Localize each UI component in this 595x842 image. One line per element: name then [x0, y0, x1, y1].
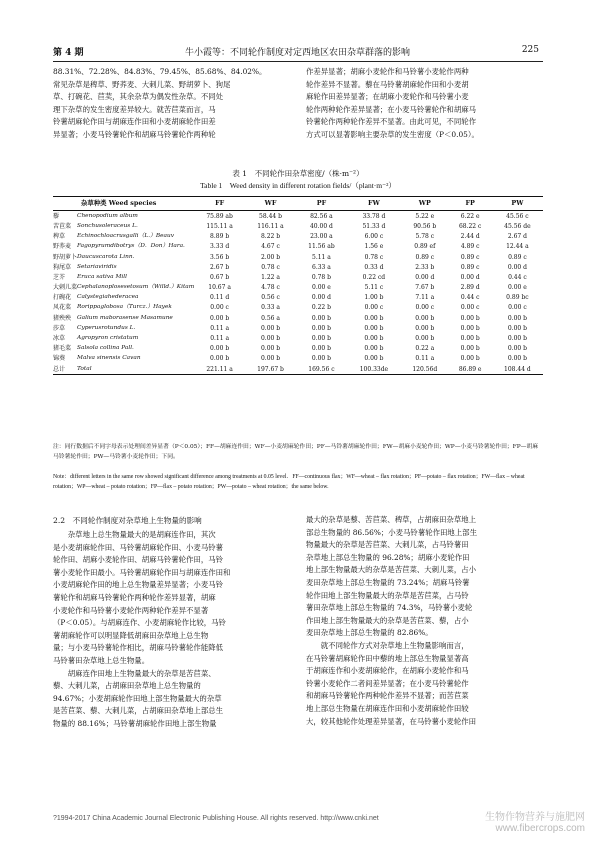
weed-cn-name: 风花菜 [53, 304, 72, 312]
body-text-line: 麦田杂草地上部总生物量的 82.86%。 [306, 628, 433, 638]
body-text-line: 作田地上部生物量最大的杂草是苦苣菜、藜，占小 [306, 615, 469, 625]
density-cell: 10.67 a [208, 284, 231, 292]
density-cell: 0.11 a [415, 355, 435, 363]
density-cell: 45.56 c [506, 212, 529, 220]
body-text-line: 轮作两种轮作差异显著；在小麦马铃薯轮作和胡麻马 [306, 104, 476, 114]
density-cell: 0.00 c [460, 304, 480, 312]
top-left-column [53, 66, 297, 142]
density-cell: 0.00 b [415, 335, 435, 343]
density-cell: 5.11 a [312, 253, 331, 261]
table-row [53, 242, 543, 252]
weed-latin-name [77, 364, 194, 375]
density-cell: 2.67 b [210, 263, 230, 271]
body-text-line: 轮作差异不显著。藜在马铃薯胡麻轮作田和小麦胡 [306, 79, 469, 89]
density-cell: 2.00 b [260, 253, 281, 261]
density-cell: 86.89 e [449, 364, 492, 375]
density-cell: 1.00 b [364, 294, 384, 302]
body-text-line: 量；与小麦马铃薯轮作相比，胡麻马铃薯轮作能降低 [53, 643, 223, 653]
density-cell: 0.00 b [460, 324, 480, 332]
latin-authority: （Willd.）Kitam [148, 284, 195, 291]
latin-binomial: Cephalanoplosesetosum [77, 284, 149, 291]
weed-cn-name: 大刺儿菜 [53, 284, 78, 292]
density-cell: 0.00 b [260, 355, 281, 363]
column-header: PF [296, 197, 347, 211]
weed-cn-name: 野荞麦 [53, 243, 72, 251]
body-text-line: （P＜0.05）。与胡麻连作、小麦胡麻轮作比较，马铃 [53, 618, 226, 628]
latin-authority: （Turcz.）Hayek [123, 304, 172, 311]
density-cell: 0.89 ef [414, 243, 436, 251]
table-caption-cn: 表 1 不同轮作田杂草密度/（株·m⁻²） [232, 169, 364, 178]
density-cell: 0.00 b [364, 335, 384, 343]
density-cell: 0.00 b [210, 345, 230, 353]
density-cell: 169.56 c [296, 364, 347, 375]
body-text-line: 和胡麻马铃薯轮作两种轮作差异不显著；而苦苣菜 [306, 691, 469, 701]
density-cell: 82.56 a [310, 212, 333, 220]
density-cell: 0.22 a [415, 345, 435, 353]
density-cell: 58.44 b [259, 212, 282, 220]
density-cell: 5.11 c [364, 284, 384, 292]
table-note-en: Note：different letters in the same row showed significant difference among treatments at 0.05 level．FF—continuous flax；WF—wheat – flax rotation；PF—potato – flax rotation；FW—flax – wheat rotation；WP—wheat – potato rotation；FP—flax – potato rotation；PW—potato – wheat rotation；the same below. [53, 474, 525, 490]
density-cell: 0.67 b [210, 273, 230, 281]
density-cell: 2.44 d [460, 233, 480, 241]
watermark-line2: www.fibercrops.com [495, 823, 585, 834]
top-right-column [306, 66, 543, 142]
weed-cn-name: 锦葵 [53, 355, 66, 363]
table-note-cn: 注：同行数据后不同字母表示处理间差异显著（P＜0.05）；FF—胡麻连作田；WF—小麦胡麻轮作田；PF—马铃薯胡麻轮作田；FW—胡麻小麦轮作田；WP—小麦马铃薯轮作田；FP—胡麻马铃薯轮作田；PW—马铃薯小麦轮作田；下同。 [53, 444, 538, 460]
body-text-line: 就不同轮作方式对杂草地上生物量影响而言， [306, 640, 469, 650]
density-cell: 68.22 c [458, 222, 482, 230]
table-row [53, 323, 543, 333]
weed-cn-name: 苦苣菜 [53, 222, 72, 230]
table-row [53, 334, 543, 344]
column-header: PW [492, 197, 543, 211]
table-row [53, 364, 543, 375]
table-row [53, 262, 543, 272]
table-row [53, 354, 543, 364]
table-row [53, 273, 543, 283]
density-cell: 0.33 a [261, 304, 280, 312]
weed-latin-name [77, 293, 194, 303]
density-cell: 40.00 d [309, 222, 333, 230]
body-text-line: 地上部生物量最大的杂草是苦苣菜、大刺儿菜，占小 [306, 565, 476, 575]
density-cell: 3.56 b [210, 253, 230, 261]
density-cell: 45.56 de [504, 222, 531, 230]
density-cell: 0.00 d [507, 263, 527, 271]
weed-cn-name: 藜 [53, 212, 60, 220]
weed-latin-name [77, 222, 194, 232]
density-cell: 12.44 a [506, 243, 529, 251]
density-cell: 0.78 c [364, 253, 384, 261]
weed-cn-name: 猪毛菜 [53, 345, 72, 353]
body-text-line: 草、打碗花、苣荬，其余杂草为偶发性杂草。不同处 [53, 92, 223, 102]
body-text-line: 小麦轮作和马铃薯小麦轮作两种轮作差异不显著 [53, 605, 209, 615]
body-text-line: 杂草地上总生物量最大的是胡麻连作田，其次 [53, 530, 216, 539]
density-cell: 6.33 a [312, 263, 331, 271]
table-row [53, 293, 543, 303]
density-cell: 0.00 b [260, 324, 281, 332]
body-text-line: 麦田杂草地上部总生物量的 73.24%；胡麻马铃薯 [306, 577, 470, 587]
density-cell: 3.33 d [210, 243, 230, 251]
weed-latin-name [77, 334, 194, 344]
body-text-line: 大，较其他轮作处理差异显著，在马铃薯小麦轮作田 [306, 716, 476, 726]
table-row [53, 211, 543, 222]
density-cell: 0.00 b [460, 355, 480, 363]
weed-cn-name: 稗草 [53, 233, 66, 241]
density-cell: 120.56d [401, 364, 448, 375]
density-cell: 0.00 c [364, 304, 384, 312]
weed-cn-name: 猪殃殃 [53, 314, 72, 322]
body-text-line: 铃薯轮作两种轮作差异不显著。由此可见，不同轮作 [306, 117, 476, 127]
density-cell: 0.00 b [507, 314, 527, 322]
density-cell: 0.44 c [508, 273, 527, 281]
latin-binomial: Total [77, 365, 92, 372]
density-cell: 0.00 d [460, 273, 480, 281]
density-cell: 0.00 e [507, 284, 527, 292]
density-cell: 1.22 a [261, 273, 280, 281]
density-cell: 0.00 b [415, 324, 435, 332]
density-cell: 7.67 b [415, 284, 435, 292]
body-text-line: 是小麦胡麻轮作田、马铃薯胡麻轮作田、小麦马铃薯 [53, 542, 223, 552]
weed-cn-name: 芝芥 [53, 273, 66, 281]
weed-cn-name: 总计 [53, 364, 77, 375]
density-cell: 0.00 b [260, 345, 281, 353]
body-text-line: 理下杂草的发生密度差异较大。就苦苣菜而言，马 [53, 104, 216, 114]
density-cell: 115.11 a [206, 222, 233, 230]
column-header: FP [449, 197, 492, 211]
density-cell: 0.00 b [460, 314, 480, 322]
table-row [53, 303, 543, 313]
weed-cn-name: 打碗花 [53, 294, 72, 302]
latin-binomial: Setariaviridis [77, 263, 117, 270]
body-text-line: 地上部总生物量在胡麻连作田和小麦胡麻轮作田较 [306, 703, 469, 713]
density-cell: 197.67 b [245, 364, 296, 375]
body-text-line: 是苦苣菜、藜、大刺儿菜，占胡麻田杂草地上部总生 [53, 706, 223, 716]
density-cell: 0.33 d [364, 263, 384, 271]
density-cell: 221.11 a [194, 364, 245, 375]
weed-cn-name: 野胡萝卜 [53, 253, 78, 261]
body-text-line: 于胡麻连作和小麦胡麻轮作，在胡麻小麦轮作和马 [306, 666, 469, 676]
density-cell: 0.00 b [311, 324, 331, 332]
weed-cn-name: 莎草 [53, 324, 66, 332]
density-cell: 0.78 b [311, 273, 331, 281]
density-cell: 0.00 b [311, 355, 331, 363]
body-text-line: 杂草地上部总生物量的 96.28%；胡麻小麦轮作田 [306, 552, 470, 562]
body-text-line: 94.67%；小麦胡麻轮作田地上部生物量最大的杂草 [53, 693, 222, 703]
density-cell: 4.89 c [460, 243, 480, 251]
bottom-left-column [53, 529, 297, 731]
density-cell: 7.11 a [415, 294, 435, 302]
weed-latin-name [77, 344, 194, 354]
body-text-line: 铃薯小麦轮作二者间差异显著；在小麦马铃薯轮作 [306, 678, 469, 688]
density-cell: 0.89 bc [506, 294, 529, 302]
table-row [53, 283, 543, 293]
density-cell: 23.00 a [310, 233, 333, 241]
weed-latin-name [77, 323, 194, 333]
density-cell: 8.89 b [210, 233, 230, 241]
body-text-line: 藜、大刺儿菜，占胡麻田杂草地上总生物量的 [53, 681, 201, 691]
density-cell: 0.00 b [460, 345, 480, 353]
weed-latin-name [77, 211, 194, 222]
table-header-row [53, 197, 543, 211]
density-cell: 0.89 c [415, 253, 435, 261]
density-cell: 75.89 ab [206, 212, 233, 220]
body-text-line: 异显著；小麦马铃薯轮作和胡麻马铃薯轮作两种轮 [53, 129, 216, 139]
body-text-line: 物量的 88.16%；马铃薯胡麻轮作田地上部生物量 [53, 718, 217, 728]
density-cell: 0.00 b [311, 335, 331, 343]
density-cell: 0.89 c [508, 253, 527, 261]
latin-binomial: Agropyron cristatum [77, 335, 139, 342]
density-cell: 0.00 b [210, 314, 230, 322]
density-cell: 0.22 cd [362, 273, 386, 281]
weed-latin-name [77, 273, 194, 283]
latin-authority: （L.）Beauv [138, 233, 174, 240]
body-text-line: 马铃薯田杂草地上总生物量。 [53, 655, 150, 665]
weed-species-header: 杂草种类 Weed species [53, 197, 194, 211]
column-header: WP [401, 197, 448, 211]
section-heading: 2.2 不同轮作制度对杂草地上生物量的影响 [53, 516, 202, 525]
body-text-line: 物量最大的杂草是苦苣菜、大刺儿菜，占马铃薯田 [306, 540, 469, 550]
column-header: FW [347, 197, 401, 211]
density-cell: 2.67 d [507, 233, 527, 241]
body-text-line: 薯胡麻轮作可以明显降低胡麻田杂草地上总生物 [53, 630, 209, 640]
density-cell: 4.67 c [261, 243, 280, 251]
weed-latin-name [77, 354, 194, 364]
density-cell: 33.78 d [362, 212, 386, 220]
body-text-line: 胡麻连作田地上生物量最大的杂草是苦苣菜、 [53, 668, 216, 678]
weed-latin-name [77, 303, 194, 313]
density-cell: 0.56 c [261, 294, 280, 302]
latin-binomial: Chenopodium album [77, 212, 138, 219]
table-row [53, 344, 543, 354]
column-header: FF [194, 197, 245, 211]
density-cell: 0.44 c [460, 294, 480, 302]
density-cell: 0.22 b [311, 304, 331, 312]
latin-binomial: Cyperusrotundus L. [77, 324, 136, 331]
density-cell: 0.00 b [507, 345, 527, 353]
density-cell: 0.89 c [460, 263, 480, 271]
density-cell: 2.33 b [415, 263, 435, 271]
density-cell: 0.00 b [311, 345, 331, 353]
watermark-line1: 生物作物营养与施肥网 [485, 812, 585, 823]
weed-latin-name [77, 252, 194, 262]
latin-binomial: Rorippaglobosa [77, 304, 124, 311]
table-row [53, 313, 543, 323]
weed-cn-name: 狗尾草 [53, 263, 72, 271]
density-cell: 116.11 a [257, 222, 284, 230]
latin-binomial: Calystegiahederacea [77, 294, 139, 301]
density-cell: 0.00 b [460, 335, 480, 343]
column-header: WF [245, 197, 296, 211]
table-row [53, 222, 543, 232]
density-cell: 0.11 a [210, 335, 230, 343]
latin-binomial: Sonchusoleraceus L. [77, 222, 138, 229]
density-cell: 0.00 b [364, 324, 384, 332]
weed-latin-name [77, 313, 194, 323]
latin-binomial: Fagopyrumdibotrys [77, 243, 135, 250]
density-cell: 11.56 ab [308, 243, 335, 251]
body-text-line: 作差异显著；胡麻小麦轮作和马铃薯小麦轮作两种 [306, 67, 469, 76]
density-cell: 0.00 b [260, 335, 281, 343]
table-body [53, 211, 543, 375]
density-cell: 0.00 b [507, 355, 527, 363]
body-text-line: 麻轮作田差异显著；在胡麻小麦轮作和马铃薯小麦 [306, 92, 469, 102]
density-cell: 4.78 c [261, 284, 280, 292]
density-cell: 0.00 b [364, 345, 384, 353]
issue-number: 第 4 期 [53, 48, 84, 58]
body-text-line: 在马铃薯胡麻轮作田中藜的地上部总生物量显著高 [306, 653, 469, 663]
body-text-line: 88.31%、72.28%、84.83%、79.45%、85.68%、84.02%。 [53, 67, 267, 76]
density-cell: 6.00 c [364, 233, 384, 241]
body-text-line: 薯小麦轮作田最小。马铃薯胡麻轮作田与胡麻连作田和 [53, 567, 231, 577]
latin-authority: （D．Don）Hara. [134, 243, 185, 250]
density-cell: 0.89 c [460, 253, 480, 261]
density-cell: 90.56 b [413, 222, 437, 230]
running-title: 牛小霞等：不同轮作制度对定西地区农田杂草群落的影响 [184, 48, 410, 58]
density-cell: 0.00 b [364, 314, 384, 322]
density-cell: 0.00 b [364, 355, 384, 363]
table-row [53, 252, 543, 262]
density-cell: 108.44 d [492, 364, 543, 375]
body-text-line: 薯田杂草地上部总生物量的 74.3%，马铃薯小麦轮 [306, 603, 473, 613]
header-rule [53, 61, 543, 62]
density-cell: 0.00 b [507, 324, 527, 332]
density-cell: 100.33de [347, 364, 401, 375]
body-text-line: 铃薯胡麻轮作田与胡麻连作田和小麦胡麻轮作田差 [53, 117, 216, 127]
latin-binomial: Salsola collina Pall. [77, 345, 134, 352]
density-cell: 0.00 b [210, 355, 230, 363]
density-cell: 0.00 b [507, 335, 527, 343]
latin-binomial: Malva sinensis Cavan [77, 355, 141, 362]
weed-latin-name [77, 242, 194, 252]
density-cell: 0.11 d [210, 294, 230, 302]
density-cell: 0.00 c [415, 304, 435, 312]
latin-binomial: Daucuscarota Linn. [77, 253, 135, 260]
weed-cn-name: 冰草 [53, 335, 66, 343]
density-cell: 51.33 d [362, 222, 386, 230]
density-cell: 0.56 a [261, 314, 280, 322]
weed-latin-name [77, 262, 194, 272]
body-text-line: 方式可以显著影响主要杂草的发生密度（P＜0.05）。 [306, 129, 479, 139]
density-cell: 0.00 d [311, 294, 331, 302]
page-number: 225 [521, 45, 539, 55]
density-cell: 0.11 a [210, 324, 230, 332]
density-cell: 2.89 d [460, 284, 480, 292]
density-cell: 0.00 b [415, 314, 435, 322]
body-text-line: 轮作田、胡麻小麦轮作田、胡麻马铃薯轮作田，马铃 [53, 555, 223, 565]
density-cell: 5.22 e [415, 212, 435, 220]
density-cell: 5.78 c [415, 233, 435, 241]
density-cell: 0.00 e [312, 284, 331, 292]
weed-latin-name [77, 283, 194, 293]
body-text-line: 小麦胡麻轮作田的地上总生物量差异显著；小麦马铃 [53, 580, 223, 590]
weed-density-table [53, 196, 543, 375]
density-cell: 0.00 b [311, 314, 331, 322]
density-cell: 1.56 e [364, 243, 384, 251]
body-text-line: 部总生物量的 86.56%；小麦马铃薯轮作田地上部生 [306, 527, 477, 537]
body-text-line: 轮作田地上部生物量最大的杂草是苦苣菜，占马铃 [306, 590, 469, 600]
latin-binomial: Galium maborasense Masamune [77, 314, 173, 321]
density-cell: 0.00 c [210, 304, 229, 312]
watermark [485, 812, 585, 834]
latin-binomial: Eruca sativa Mill [77, 273, 127, 280]
latin-binomial: Echinochloacrusgalli [77, 233, 139, 240]
table-row [53, 232, 543, 242]
copyright-footer: ?1994-2017 China Academic Journal Electronic Publishing House. All rights reserved. http://www.cnki.net [53, 815, 379, 822]
body-text-line: 薯轮作和胡麻马铃薯轮作两种轮作差异显著，胡麻 [53, 592, 216, 602]
density-cell: 0.78 c [261, 263, 280, 271]
density-cell: 0.00 d [415, 273, 435, 281]
table-caption-en: Table 1 Weed density in different rotation fields/（plant·m⁻²） [200, 181, 396, 190]
weed-latin-name [77, 232, 194, 242]
density-cell: 8.22 b [260, 233, 281, 241]
body-text-line: 常见杂草是稗草、野荞麦、大刺儿菜、野胡萝卜、狗尾 [53, 79, 231, 89]
body-text-line: 最大的杂草是藜、苦苣菜、稗草，占胡麻田杂草地上 [306, 515, 476, 524]
bottom-right-column [306, 514, 543, 728]
density-cell: 0.00 c [508, 304, 527, 312]
density-cell: 6.22 e [460, 212, 480, 220]
